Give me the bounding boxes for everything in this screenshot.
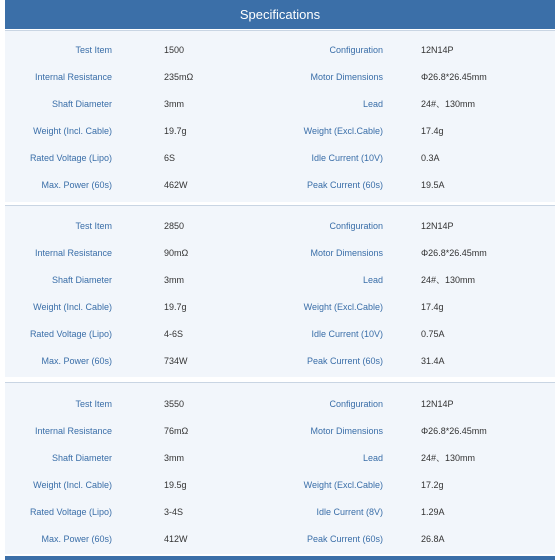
spec-label: Internal Resistance bbox=[34, 72, 112, 82]
spec-value: 1.29A bbox=[421, 507, 445, 517]
spec-value: 26.8A bbox=[421, 534, 445, 544]
spec-label: Internal Resistance bbox=[34, 248, 112, 258]
spec-row bbox=[5, 91, 555, 118]
spec-value: 76mΩ bbox=[164, 426, 189, 436]
spec-value: 6S bbox=[164, 153, 176, 163]
spec-row bbox=[5, 267, 555, 294]
spec-value: 3550 bbox=[164, 399, 185, 409]
spec-label: Idle Current (8V) bbox=[316, 507, 383, 517]
spec-value: 90mΩ bbox=[164, 248, 189, 258]
spec-value: Φ26.8*26.45mm bbox=[421, 426, 487, 436]
spec-value: 24#、130mm bbox=[421, 453, 476, 463]
spec-row bbox=[5, 294, 555, 321]
spec-label: Rated Voltage (Lipo) bbox=[29, 153, 112, 163]
spec-label: Lead bbox=[362, 453, 383, 463]
spec-section-1500 bbox=[5, 30, 555, 202]
spec-value: 24#、130mm bbox=[421, 99, 476, 109]
spec-value: 3-4S bbox=[164, 507, 184, 517]
spec-value: 462W bbox=[164, 180, 188, 190]
spec-label: Shaft Diameter bbox=[51, 275, 112, 285]
spec-label: Max. Power (60s) bbox=[41, 180, 112, 190]
spec-section-2850 bbox=[5, 205, 555, 377]
spec-label: Internal Resistance bbox=[34, 426, 112, 436]
spec-label: Idle Current (10V) bbox=[311, 329, 383, 339]
spec-value: 19.5A bbox=[421, 180, 445, 190]
spec-value: 0.75A bbox=[421, 329, 445, 339]
bottom-divider bbox=[5, 556, 555, 560]
spec-value: 17.4g bbox=[421, 302, 444, 312]
spec-value: 3mm bbox=[164, 275, 184, 285]
spec-label: Configuration bbox=[329, 399, 383, 409]
spec-row bbox=[5, 418, 555, 445]
spec-value: Φ26.8*26.45mm bbox=[421, 72, 487, 82]
spec-label: Test Item bbox=[75, 221, 112, 231]
page-title: Specifications bbox=[5, 0, 555, 29]
spec-label: Configuration bbox=[329, 45, 383, 55]
spec-label: Rated Voltage (Lipo) bbox=[29, 507, 112, 517]
spec-value: Φ26.8*26.45mm bbox=[421, 248, 487, 258]
spec-row bbox=[5, 472, 555, 499]
spec-label: Test Item bbox=[75, 45, 112, 55]
spec-label: Max. Power (60s) bbox=[41, 534, 112, 544]
spec-value: 3mm bbox=[164, 453, 184, 463]
spec-value: 1500 bbox=[164, 45, 185, 55]
spec-label: Shaft Diameter bbox=[51, 99, 112, 109]
spec-label: Shaft Diameter bbox=[51, 453, 112, 463]
spec-label: Configuration bbox=[329, 221, 383, 231]
spec-row bbox=[5, 118, 555, 145]
spec-value: 31.4A bbox=[421, 356, 445, 366]
spec-row bbox=[5, 145, 555, 172]
spec-label: Weight (Excl.Cable) bbox=[303, 480, 383, 490]
spec-value: 17.2g bbox=[421, 480, 444, 490]
spec-label: Weight (Incl. Cable) bbox=[33, 480, 112, 490]
spec-value: 734W bbox=[164, 356, 188, 366]
spec-label: Peak Current (60s) bbox=[306, 534, 383, 544]
spec-value: 17.4g bbox=[421, 126, 444, 136]
spec-value: 412W bbox=[164, 534, 188, 544]
spec-label: Weight (Incl. Cable) bbox=[33, 126, 112, 136]
spec-label: Peak Current (60s) bbox=[306, 356, 383, 366]
spec-label: Lead bbox=[362, 275, 383, 285]
spec-row bbox=[5, 240, 555, 267]
spec-label: Motor Dimensions bbox=[310, 248, 383, 258]
spec-row bbox=[5, 391, 555, 418]
spec-value: 2850 bbox=[164, 221, 185, 231]
spec-label: Test Item bbox=[75, 399, 112, 409]
spec-value: 24#、130mm bbox=[421, 275, 476, 285]
spec-label: Max. Power (60s) bbox=[41, 356, 112, 366]
spec-value: 12N14P bbox=[421, 221, 454, 231]
spec-label: Weight (Excl.Cable) bbox=[303, 126, 383, 136]
spec-row bbox=[5, 499, 555, 526]
spec-value: 19.5g bbox=[164, 480, 187, 490]
spec-section-3550 bbox=[5, 382, 555, 554]
spec-value: 19.7g bbox=[164, 302, 187, 312]
spec-row bbox=[5, 526, 555, 553]
spec-label: Weight (Excl.Cable) bbox=[303, 302, 383, 312]
spec-value: 235mΩ bbox=[164, 72, 194, 82]
spec-label: Lead bbox=[362, 99, 383, 109]
spec-value: 4-6S bbox=[164, 329, 184, 339]
spec-row bbox=[5, 213, 555, 240]
spec-value: 12N14P bbox=[421, 399, 454, 409]
spec-row bbox=[5, 64, 555, 91]
spec-label: Motor Dimensions bbox=[310, 426, 383, 436]
spec-value: 19.7g bbox=[164, 126, 187, 136]
spec-label: Motor Dimensions bbox=[310, 72, 383, 82]
spec-label: Peak Current (60s) bbox=[306, 180, 383, 190]
spec-value: 0.3A bbox=[421, 153, 440, 163]
spec-label: Idle Current (10V) bbox=[311, 153, 383, 163]
spec-row bbox=[5, 172, 555, 199]
spec-row bbox=[5, 445, 555, 472]
spec-label: Rated Voltage (Lipo) bbox=[29, 329, 112, 339]
spec-label: Weight (Incl. Cable) bbox=[33, 302, 112, 312]
spec-row bbox=[5, 37, 555, 64]
spec-value: 12N14P bbox=[421, 45, 454, 55]
spec-row bbox=[5, 348, 555, 375]
spec-value: 3mm bbox=[164, 99, 184, 109]
spec-row bbox=[5, 321, 555, 348]
